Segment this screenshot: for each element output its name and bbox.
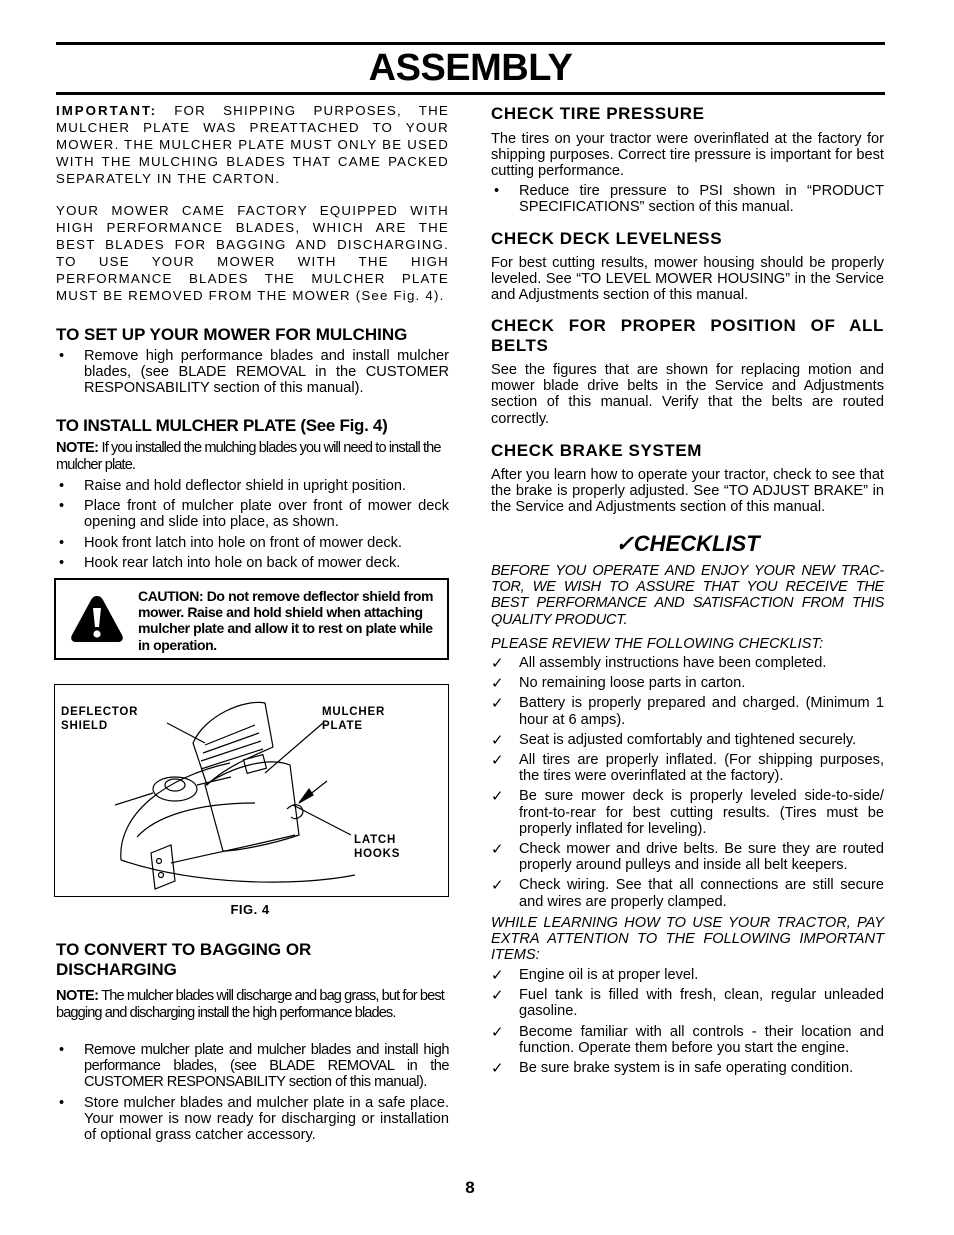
note-text: If you installed the mulching blades you will need to install the mulcher plate. bbox=[56, 440, 441, 474]
checklist-intro: BEFORE YOU OPERATE AND ENJOY YOUR NEW TRAC-TOR, WE WISH TO ASSURE THAT YOU RECEIVE THE BEST PERFORMANCE AND SATISFACTION FROM THIS QUALITY PRODUCT. bbox=[491, 563, 884, 628]
belts-heading: CHECK FOR PROPER POSITION OF ALL BELTS bbox=[491, 316, 884, 355]
check-icon: ✓ bbox=[491, 1022, 504, 1041]
list-item: • Remove mulcher plate and mulcher blades and install high performance blades, (see BLADE REMOVAL in the CUSTOMER RESPONSABILITY section of this manual). bbox=[56, 1042, 449, 1091]
check-icon: ✓ bbox=[491, 876, 504, 895]
convert-list bbox=[56, 1042, 449, 1147]
convert-heading: TO CONVERT TO BAGGING OR DISCHARGING bbox=[56, 940, 312, 979]
brake-text: After you learn how to operate your tractor, check to see that the brake is properly adjusted. See “TO ADJUST BRAKE” in the Service and Adjustments section of this manual. bbox=[491, 467, 884, 516]
list-item: • Remove high performance blades and install mulcher blades, (see BLADE REMOVAL in the CUSTOMER RESPONSABILITY section of this manual). bbox=[56, 348, 449, 397]
check-icon: ✓ bbox=[491, 966, 504, 984]
checklist bbox=[491, 655, 884, 914]
check-icon: ✓ bbox=[491, 730, 504, 749]
header-rule-top bbox=[56, 42, 885, 45]
install-heading: TO INSTALL MULCHER PLATE (See Fig. 4) bbox=[56, 416, 388, 435]
checklist-item: ✓ Battery is properly prepared and charged. (Minimum 1 hour at 6 amps). bbox=[491, 694, 884, 728]
label-mulcher-plate: MULCHER PLATE bbox=[322, 706, 386, 732]
label-latch-hooks: LATCH HOOKS bbox=[354, 834, 401, 860]
checklist-item: ✓ Become familiar with all controls - their location and function. Operate them before you start the engine. bbox=[491, 1022, 884, 1056]
note-text: The mulcher blades will discharge and bag grass, but for best bagging and discharging install the high performance blades. bbox=[56, 988, 444, 1022]
list-item: • Hook rear latch into hole on back of mower deck. bbox=[56, 555, 449, 571]
checklist-item: ✓ Check mower and drive belts. Be sure they are routed properly around pulleys and inside all belt keepers. bbox=[491, 840, 884, 874]
checklist-item: ✓ Be sure mower deck is properly leveled side-to-side/ front-to-rear for best cutting results. (Tires must be properly inflated for leveling). bbox=[491, 787, 884, 837]
checklist-review: PLEASE REVIEW THE FOLLOWING CHECKLIST: bbox=[491, 636, 824, 652]
checklist-item: ✓ All assembly instructions have been completed. bbox=[491, 654, 827, 672]
label-deflector-shield: DEFLECTOR SHIELD bbox=[61, 706, 139, 732]
checklist-item: ✓ No remaining loose parts in carton. bbox=[491, 674, 746, 693]
caution-box bbox=[54, 578, 449, 660]
figure-4 bbox=[54, 684, 449, 897]
list-item: • Raise and hold deflector shield in upright position. bbox=[56, 478, 449, 494]
caution-text: CAUTION: Do not remove deflector shield from mower. Raise and hold shield when attaching mulcher plate and allow it to rest on plate while in operation. bbox=[138, 588, 434, 653]
tire-heading: CHECK TIRE PRESSURE bbox=[491, 104, 705, 123]
checklist-item: ✓ Engine oil is at proper level. bbox=[491, 966, 699, 984]
list-item: • Hook front latch into hole on front of mower deck. bbox=[56, 535, 449, 551]
important-notice bbox=[56, 102, 449, 187]
deck-text: For best cutting results, mower housing should be properly leveled. See “TO LEVEL MOWER HOUSING” in the Service and Adjustments section of this manual. bbox=[491, 255, 884, 304]
check-icon: ✓ bbox=[491, 654, 504, 672]
check-icon: ✓ bbox=[491, 840, 504, 859]
header-rule-bottom bbox=[56, 92, 885, 95]
check-icon: ✓ bbox=[491, 674, 504, 693]
check-icon: ✓ bbox=[491, 694, 504, 713]
convert-note bbox=[56, 988, 449, 1023]
deck-heading: CHECK DECK LEVELNESS bbox=[491, 229, 723, 248]
figure-caption: FIG. 4 bbox=[230, 902, 270, 917]
belts-text: See the figures that are shown for replacing motion and mower blade drive belts in the Service and Adjustments section of this manual. Verify that the belts are routed correctly. bbox=[491, 362, 884, 427]
tire-list bbox=[491, 183, 884, 219]
note-label: NOTE: bbox=[56, 988, 99, 1004]
check-icon: ✓ bbox=[491, 1059, 504, 1078]
warning-icon bbox=[70, 594, 124, 644]
tire-text: The tires on your tractor were overinflated at the factory for shipping purposes. Correct tire pressure is important for best cutting performance. bbox=[491, 131, 884, 180]
learning-intro: WHILE LEARNING HOW TO USE YOUR TRACTOR, PAY EXTRA ATTENTION TO THE FOLLOWING IMPORTANT ITEMS: bbox=[491, 915, 884, 964]
important-label: IMPORTANT: bbox=[56, 103, 158, 118]
note-label: NOTE: bbox=[56, 440, 99, 456]
check-icon: ✓ bbox=[491, 787, 504, 806]
check-icon: ✓ bbox=[491, 751, 504, 770]
checklist-item: ✓ Seat is adjusted comfortably and tightened securely. bbox=[491, 730, 857, 749]
important-text: FOR SHIPPING PURPOSES, THE MULCHER PLATE WAS PREATTACHED TO YOUR MOWER. THE MULCHER PLATE MUST ONLY BE USED WITH THE MULCHING BLADES THAT CAME PACKED SEPARATELY IN THE CARTON. bbox=[56, 103, 449, 187]
checklist-title: ✓CHECKLIST bbox=[615, 531, 760, 556]
check-icon: ✓ bbox=[491, 986, 504, 1005]
brake-heading: CHECK BRAKE SYSTEM bbox=[491, 441, 703, 460]
list-item: • Place front of mulcher plate over front of mower deck opening and slide into place, as shown. bbox=[56, 498, 449, 530]
checklist-item: ✓ Check wiring. See that all connections are still secure and wires are properly clamped. bbox=[491, 876, 884, 910]
list-item: • Store mulcher blades and mulcher plate in a safe place. Your mower is now ready for discharging or installation of optional grass catcher accessory. bbox=[56, 1095, 449, 1144]
page-title: ASSEMBLY bbox=[368, 47, 573, 89]
blades-notice: YOUR MOWER CAME FACTORY EQUIPPED WITH HIGH PERFORMANCE BLADES, WHICH ARE THE BEST BLADES FOR BAGGING AND DISCHARGING. TO USE YOUR MOWER WITH THE HIGH PERFORMANCE BLADES THE MULCHER PLATE MUST BE REMOVED FROM THE MOWER (See Fig. 4). bbox=[56, 203, 449, 304]
install-note bbox=[56, 440, 449, 475]
setup-list bbox=[56, 348, 449, 401]
learning-list bbox=[491, 967, 884, 1080]
list-item: • Reduce tire pressure to PSI shown in “PRODUCT SPECIFICATIONS” section of this manual. bbox=[491, 183, 884, 215]
checklist-item: ✓ Fuel tank is filled with fresh, clean, regular unleaded gasoline. bbox=[491, 986, 884, 1020]
page-number: 8 bbox=[465, 1178, 475, 1197]
install-list bbox=[56, 478, 449, 575]
checklist-item: ✓ Be sure brake system is in safe operating condition. bbox=[491, 1059, 854, 1078]
checklist-item: ✓ All tires are properly inflated. (For shipping purposes, the tires were overinflated at the factory). bbox=[491, 751, 884, 785]
setup-heading: TO SET UP YOUR MOWER FOR MULCHING bbox=[56, 325, 408, 344]
